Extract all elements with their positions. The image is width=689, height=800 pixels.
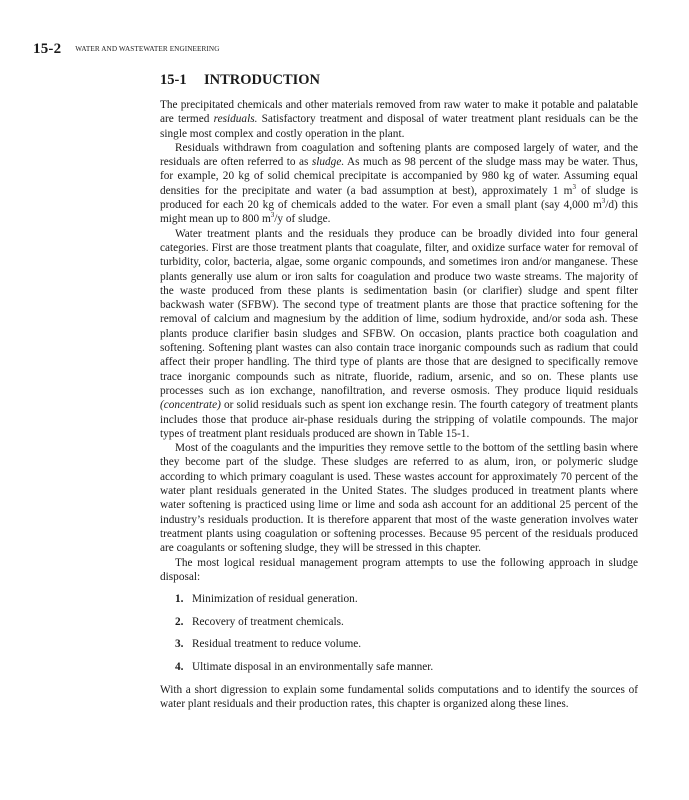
approach-list — [160, 592, 638, 674]
section-number: 15-1 — [160, 72, 187, 88]
paragraph-3: Water treatment plants and the residuals they produce can be broadly divided into four general categories. First are those treatment plants that coagulate, filter, and oxidize surface water for removal of turbidity, color, bacteria, algae, some organic compounds, and sometimes iron and/or manganese. These plants generally use alum or iron salts for coagulation and produce two waste streams. The majority of the waste produced from these plants is sedimentation basin (or clarifier) sludge and spent filter backwash water (SFBW). The second type of treatment plants are those that practice softening for the removal of calcium and magnesium by the addition of lime, sodium hydroxide, and/or soda ash. These plants produce clarifier basin sludges and SFBW. On occasion, plants practice both coagulation and softening. Softening plant wastes can also contain trace inorganic compounds such as radium that could affect their proper handling. The third type of plants are those that are designed to specifically remove trace inorganic compounds such as nitrate, fluoride, radium, arsenic, and so on. These plants use processes such as ion exchange, nanofiltration, and reverse osmosis. They produce liquid residuals (concentrate) or solid residuals such as spent ion exchange resin. The fourth category of treatment plants includes those that produce air-phase residuals during the stripping of volatile compounds. The major types of treatment plant residuals produced are shown in Table 15-1. — [160, 227, 638, 440]
paragraph-1: The precipitated chemicals and other materials removed from raw water to make it potable and palatable are termed residuals. Satisfactory treatment and disposal of water treatment plant residuals can be the single most complex and costly operation in the plant. — [160, 99, 638, 140]
page-header — [33, 40, 220, 58]
list-item: 3. Residual treatment to reduce volume. — [175, 638, 362, 651]
term-residuals: residuals. — [213, 113, 258, 126]
term-concentrate: (concentrate) — [160, 399, 221, 412]
section-heading — [160, 72, 638, 89]
paragraph-5: The most logical residual management program attempts to use the following approach in sludge disposal: — [160, 556, 638, 583]
running-title: WATER AND WASTEWATER ENGINEERING — [75, 45, 220, 53]
paragraph-2: Residuals withdrawn from coagulation and softening plants are composed largely of water, and the residuals are often referred to as sludge. As much as 98 percent of the sludge mass may be water. Thus, for example, 20 kg of solid chemical precipitate is accompanied by 980 kg of water. Assuming equal densities for the precipitate and water (a bad assumption at best), approximately 1 $m^3$ of sludge is produced for each 20 kg of chemicals added to the water. For even a small plant (say 4,000 $m^3/d$) this might mean up to 800 $m^3/y$ of sludge. — [160, 141, 638, 226]
list-item: 2. Recovery of treatment chemicals. — [175, 615, 344, 628]
list-item: 4. Ultimate disposal in an environmentally safe manner. — [175, 661, 434, 674]
list-item: 1. Minimization of residual generation. — [175, 593, 358, 606]
closing-paragraph: With a short digression to explain some fundamental solids computations and to identify the sources of water plant residuals and their production rates, this chapter is organized along these lines. — [160, 683, 638, 711]
section-title: INTRODUCTION — [204, 72, 321, 88]
term-sludge: sludge. — [311, 156, 345, 169]
paragraph-4: Most of the coagulants and the impurities they remove settle to the bottom of the settling basin where they become part of the sludge. These sludges are referred to as alum, iron, or polymeric sludge according to which primary coagulant is used. These wastes account for approximately 70 percent of the water plant residuals generated in the United States. The sludges produced in treatment plants where water softening is practiced using lime or lime and soda ash account for an additional 25 percent of the industry’s residuals production. It is therefore apparent that most of the waste generation involves water treatment plants using coagulation or softening processes. Because 95 percent of the residuals produced are coagulants or softening sludge, they will be stressed in this chapter. — [160, 442, 638, 555]
page-content — [160, 72, 638, 711]
page-number: 15-2 — [33, 41, 62, 57]
